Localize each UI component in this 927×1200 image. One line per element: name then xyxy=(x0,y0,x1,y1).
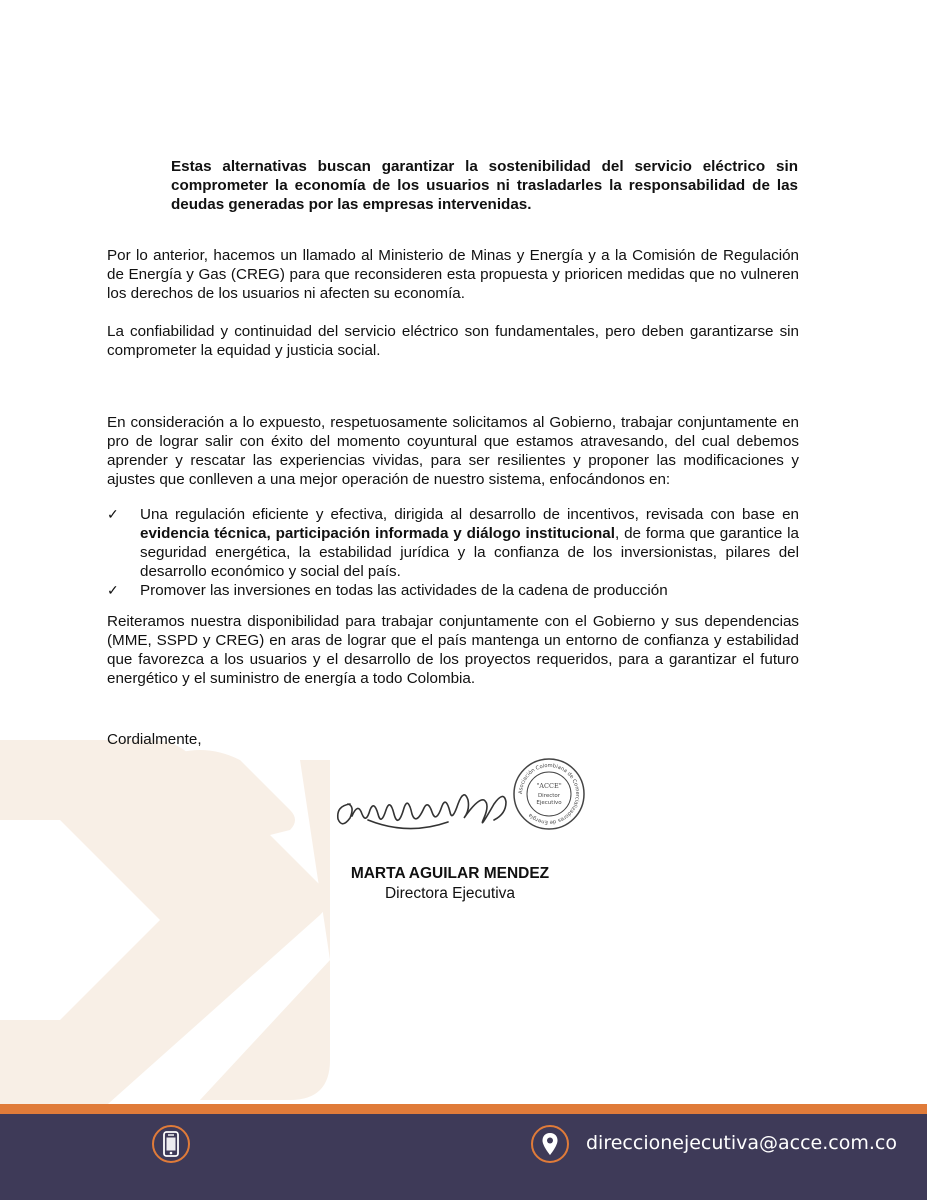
checkmark-icon: ✓ xyxy=(107,506,119,522)
intro-paragraph: Estas alternativas buscan garantizar la sostenibilidad del servicio eléctrico sin comprometer la economía de los usuarios ni trasladarles la responsabilidad de las deudas generadas por las empresas intervenidas. xyxy=(171,158,798,213)
paragraph-consideracion: En consideración a lo expuesto, respetuosamente solicitamos al Gobierno, trabajar conjuntamente en pro de lograr salir con éxito del momento coyuntural que estamos atravesando, del cual debemos aprender y rescatar las experiencias vividas, para ser resilientes y proponer las modificaciones y ajustes que conlleven a una mejor operación de nuestro sistema, enfocándonos en: xyxy=(107,414,799,488)
bullet-text-part2: , de forma que garantice la seguridad energética, la estabilidad jurídica y la confianza de los inversionistas, pilares del desarrollo económico y social del país. xyxy=(140,525,799,580)
closing-salutation: Cordialmente, xyxy=(107,731,202,748)
location-pin-icon xyxy=(531,1125,569,1163)
seal-center-line-3: Ejecutivo xyxy=(536,800,562,806)
seal-center-line-2: Director xyxy=(537,793,561,799)
seal-ring-text: Asociación Colombiana de Comercializadores de Energía xyxy=(517,762,581,826)
paragraph-llamado: Por lo anterior, hacemos un llamado al Ministerio de Minas y Energía y a la Comisión de Regulación de Energía y Gas (CREG) para que reconsideren esta propuesta y prioricen medidas que no vulneren los derechos de los usuarios ni afecten su economía. xyxy=(107,247,799,302)
bullet-item-inversiones xyxy=(107,581,799,600)
phone-icon xyxy=(152,1125,190,1163)
paragraph-reiteramos: Reiteramos nuestra disponibilidad para trabajar conjuntamente con el Gobierno y sus dependencias (MME, SSPD y CREG) en aras de lograr que el país mantenga un entorno de confianza y estabilidad que favorezca a los usuarios y el desarrollo de los proyectos requeridos, para a garantizar el futuro energético y el suministro de energía a todo Colombia. xyxy=(107,613,799,687)
official-seal xyxy=(512,757,586,831)
bullet-text: Promover las inversiones en todas las actividades de la cadena de producción xyxy=(140,582,668,599)
footer-accent-stripe xyxy=(0,1104,927,1114)
signer-name: MARTA AGUILAR MENDEZ xyxy=(350,865,550,882)
signer-role: Directora Ejecutiva xyxy=(384,885,516,902)
checkmark-icon: ✓ xyxy=(107,582,119,598)
bullet-item-regulacion xyxy=(107,505,799,581)
paragraph-confiabilidad: La confiabilidad y continuidad del servicio eléctrico son fundamentales, pero deben garantizarse sin comprometer la equidad y justicia social. xyxy=(107,323,799,359)
handwritten-signature xyxy=(328,774,518,844)
bullet-list xyxy=(107,505,799,600)
seal-center-line-1: "ACCE" xyxy=(536,782,562,790)
footer-email: direccionejecutiva@acce.com.co xyxy=(586,1132,897,1154)
footer-bar xyxy=(0,1114,927,1200)
bullet-text-part1: Una regulación eficiente y efectiva, dirigida al desarrollo de incentivos, revisada con base en xyxy=(140,506,799,523)
bullet-text-bold: evidencia técnica, participación informada y diálogo institucional xyxy=(140,525,615,542)
